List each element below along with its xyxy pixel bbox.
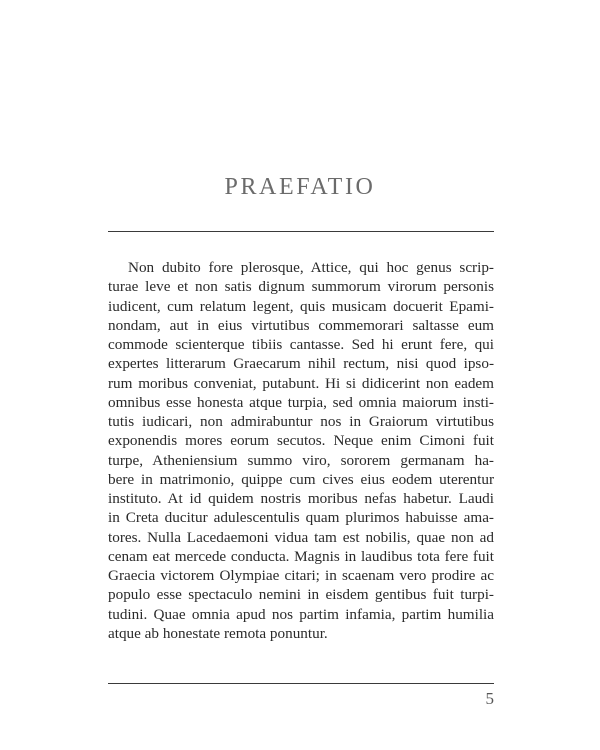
text-line: tutis iudicari, non admirabuntur nos in Graiorum virtutibus <box>108 413 494 430</box>
text-line: cenam eat mercede conducta. Magnis in laudibus tota fere fuit <box>108 547 494 565</box>
text-line: instituto. At id quidem nostris moribus nefas habetur. Laudi <box>108 490 494 507</box>
text-line: turae leve et non satis dignum summorum virorum personis <box>108 278 494 296</box>
text-line: in Creta ducitur adulescentulis quam plurimos habuisse ama- <box>108 509 494 527</box>
text-line-last: atque ab honestate remota ponuntur. <box>108 624 328 642</box>
chapter-title: PRAEFATIO <box>224 174 376 200</box>
text-line: bere in matrimonio, quippe cum cives eius eodem uterentur <box>108 470 494 488</box>
preface-paragraph <box>108 258 494 643</box>
text-line: turpe, Atheniensium summo viro, sororem germanam ha- <box>108 451 494 469</box>
text-line: commode scienterque tibiis cantasse. Sed hi erunt fere, qui <box>108 336 494 353</box>
text-line: exponendis mores eorum secutos. Neque enim Cimoni fuit <box>108 432 494 450</box>
text-line: Graecia victorem Olympiae citari; in scaenam vero prodire ac <box>108 567 494 584</box>
text-line: tores. Nulla Lacedaemoni vidua tam est nobilis, quae non ad <box>108 528 494 546</box>
top-rule <box>108 231 494 232</box>
text-line: nondam, aut in eius virtutibus commemorari saltasse eum <box>108 316 494 334</box>
bottom-rule <box>108 683 494 684</box>
text-line: Non dubito fore plerosque, Attice, qui hoc genus scrip- <box>128 259 494 276</box>
text-line: populo esse spectaculo nemini in eisdem gentibus fuit turpi- <box>108 586 494 604</box>
page-number: 5 <box>485 689 494 708</box>
text-line: tudini. Quae omnia apud nos partim infamia, partim humilia <box>108 605 494 623</box>
text-line: rum moribus conveniat, putabunt. Hi si didicerint non eadem <box>108 374 494 392</box>
text-line: omnibus esse honesta atque turpia, sed omnia maiorum insti- <box>108 393 494 411</box>
text-line: iudicent, cum relatum legent, quis musicam docuerit Epami- <box>108 297 494 315</box>
text-line: expertes litterarum Graecarum nihil rectum, nisi quod ipso- <box>108 355 494 373</box>
